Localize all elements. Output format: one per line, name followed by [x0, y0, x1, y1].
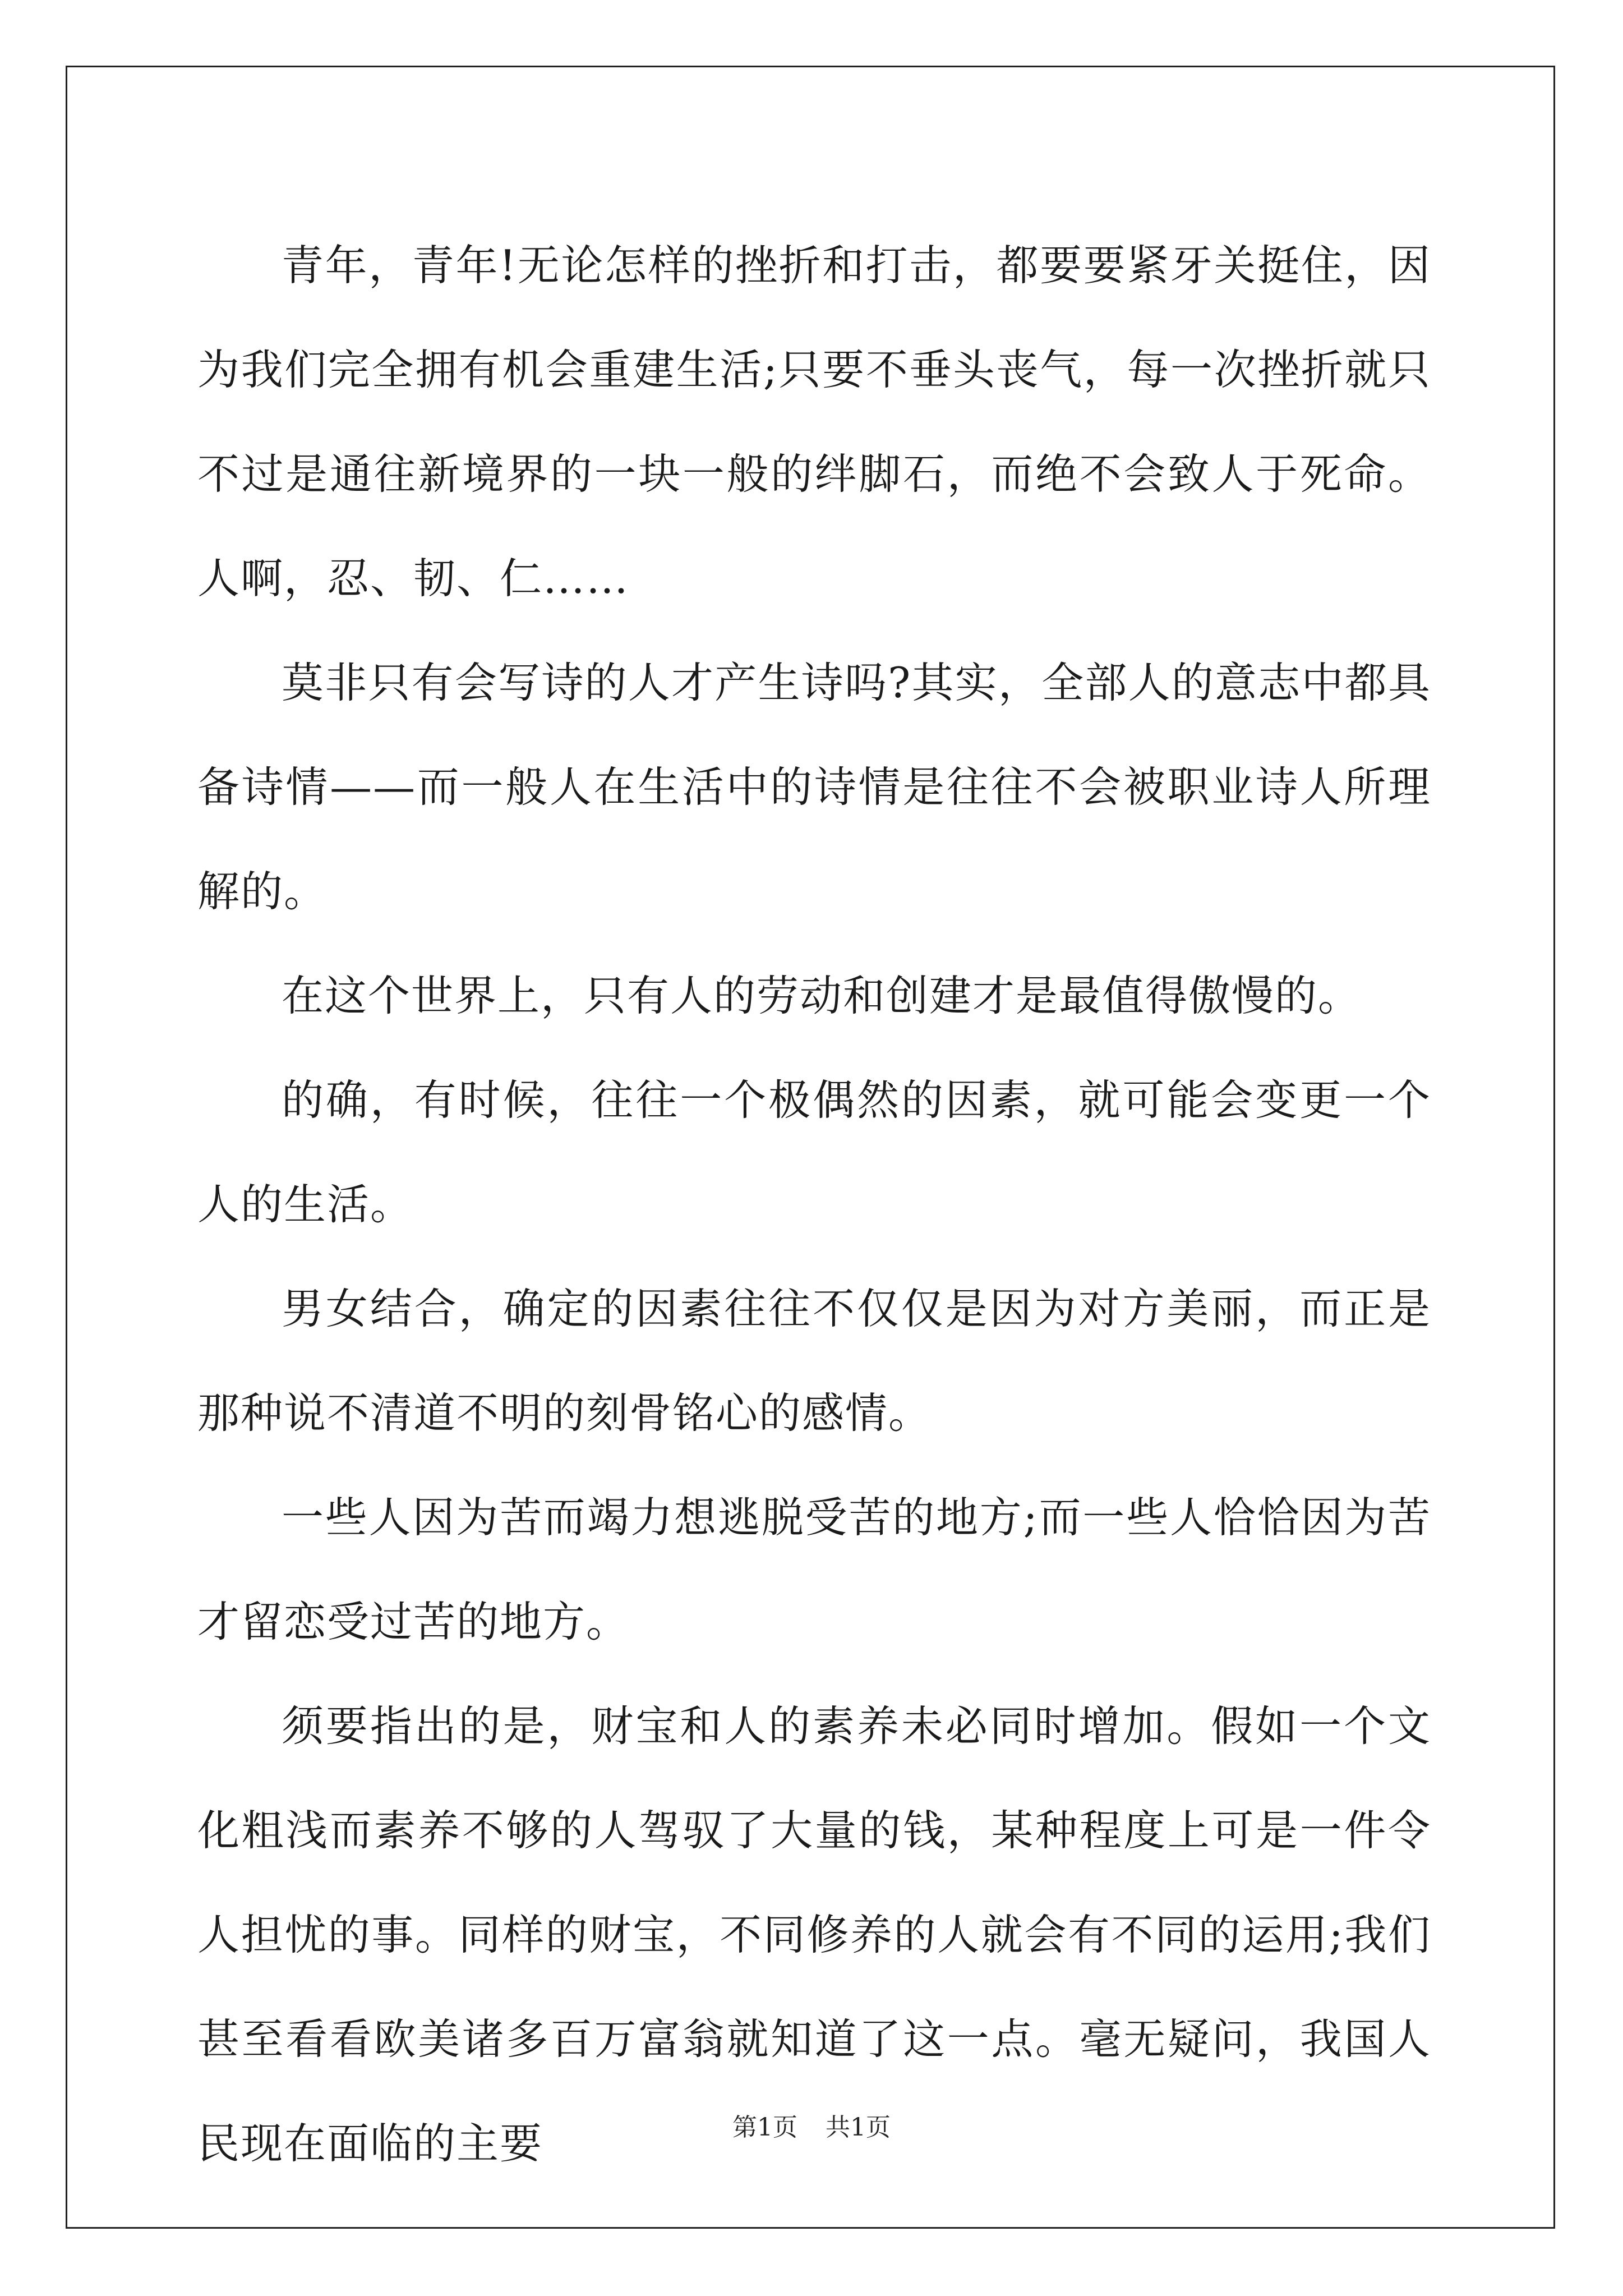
- paragraph: 一些人因为苦而竭力想逃脱受苦的地方;而一些人恰恰因为苦才留恋受过苦的地方。: [197, 1493, 1431, 1646]
- paragraph: 在这个世界上，只有人的劳动和创建才是最值得傲慢的。: [282, 971, 1362, 1020]
- paragraph: 男女结合，确定的因素往往不仅仅是因为对方美丽，而正是那种说不清道不明的刻骨铭心的感情。: [197, 1284, 1431, 1438]
- page-footer: [0, 2111, 1623, 2145]
- document-body: [197, 213, 1431, 2196]
- page-total: 共1页: [826, 2113, 891, 2142]
- paragraph: 青年，青年!无论怎样的挫折和打击，都要要紧牙关挺住，因为我们完全拥有机会重建生活;只要不垂头丧气，每一次挫折就只不过是通往新境界的一块一般的绊脚石，而绝不会致人于死命。人啊，忍、韧、仁……: [197, 241, 1431, 603]
- paragraph: 莫非只有会写诗的人才产生诗吗?其实，全部人的意志中都具备诗情——而一般人在生活中的诗情是往往不会被职业诗人所理解的。: [197, 658, 1431, 916]
- paragraph: 须要指出的是，财宝和人的素养未必同时增加。假如一个文化粗浅而素养不够的人驾驭了大量的钱，某种程度上可是一件令人担忧的事。同样的财宝，不同修养的人就会有不同的运用;我们甚至看看欧美诸多百万富翁就知道了这一点。毫无疑问，我国人民现在面临的主要: [197, 1701, 1431, 2168]
- paragraph: 的确，有时候，往往一个极偶然的因素，就可能会变更一个人的生活。: [197, 1075, 1431, 1229]
- page-number: 第1页: [732, 2113, 797, 2142]
